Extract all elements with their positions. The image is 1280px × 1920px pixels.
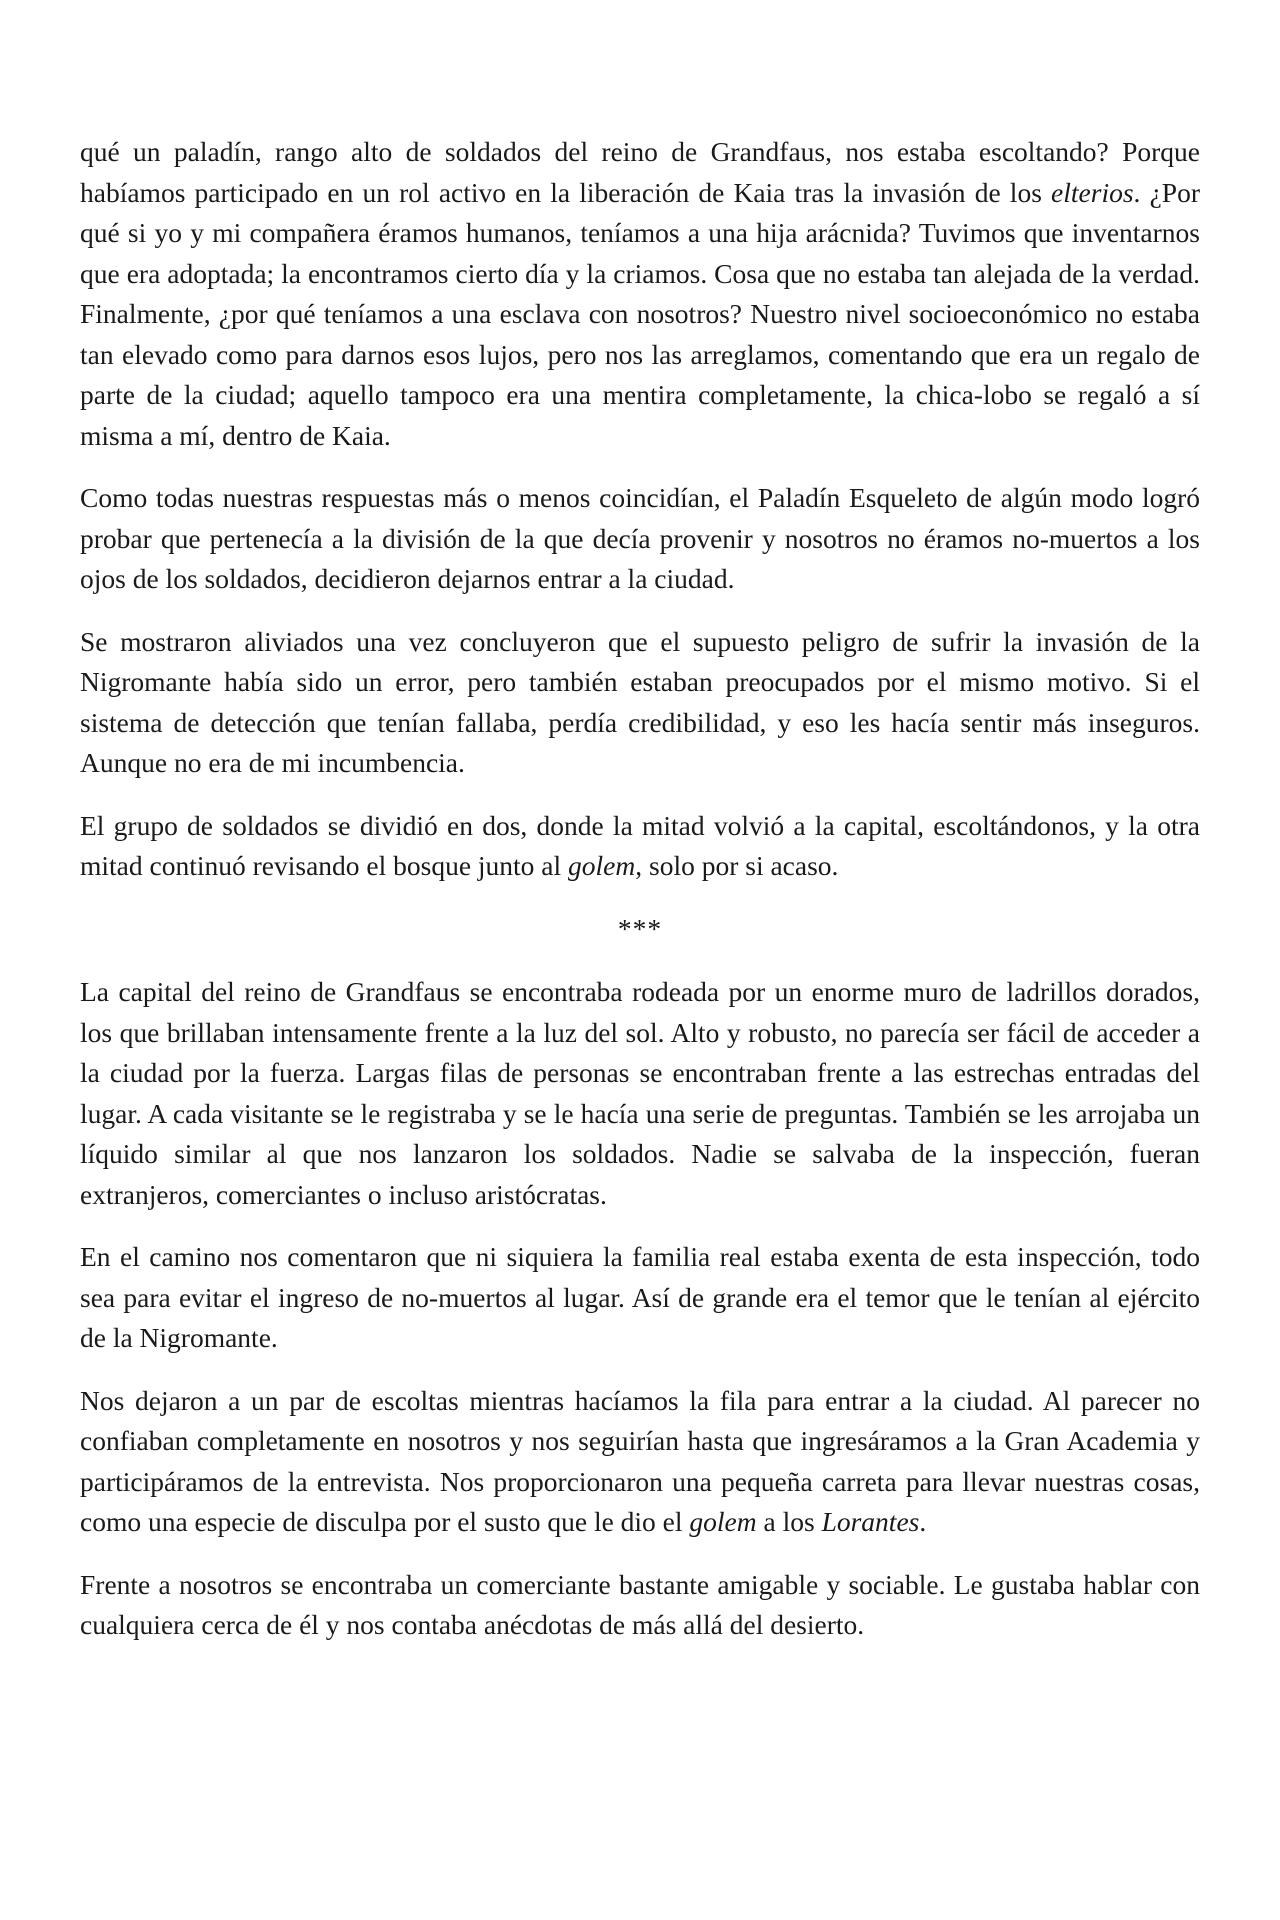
italic-text-run: Lorantes [821,1506,920,1537]
body-text-before [80,132,1200,887]
text-run: a los [756,1506,822,1537]
paragraph [80,132,1200,456]
paragraph [80,806,1200,887]
paragraph [80,478,1200,600]
text-run: . [919,1506,927,1537]
paragraph [80,622,1200,784]
text-run: Como todas nuestras respuestas más o menos coincidían, el Paladín Esqueleto de algún modo logró probar que pertenecía a la división de la que decía provenir y nosotros no éramos no-muertos a los ojos de los soldados, decidieron dejarnos entrar a la ciudad. [80,482,1200,594]
body-text-after [80,972,1200,1646]
paragraph [80,1237,1200,1359]
paragraph [80,1381,1200,1543]
text-run: Nos dejaron a un par de escoltas mientras hacíamos la fila para entrar a la ciudad. Al parecer no confiaban completamente en nosotros y nos seguirían hasta que ingresáramos a la Gran Academia y participáramos de la entrevista. Nos proporcionaron una pequeña carreta para llevar nuestras cosas, como una especie de disculpa por el susto que le dio el [80,1384,1200,1537]
italic-text-run: elterios [1051,176,1134,208]
section-separator: *** [617,912,663,944]
text-run: Se mostraron aliviados una vez concluyeron que el supuesto peligro de sufrir la invasión de la Nigromante había sido un error, pero también estaban preocupados por el mismo motivo. Si el sistema de detección que tenían fallaba, perdía credibilidad, y eso les hacía sentir más inseguros. Aunque no era de mi incumbencia. [80,625,1200,778]
text-run: . ¿Por qué si yo y mi compañera éramos humanos, teníamos a una hija arácnida? Tuvimos que inventarnos que era adoptada; la encontramos cierto día y la criamos. Cosa que no estaba tan alejada de la verdad. Finalmente, ¿por qué teníamos a una esclava con nosotros? Nuestro nivel socioeconómico no estaba tan elevado como para darnos esos lujos, pero nos las arreglamos, comentando que era un regalo de parte de la ciudad; aquello tampoco era una mentira completamente, la chica-lobo se regaló a sí misma a mí, dentro de Kaia. [80,176,1200,451]
paragraph [80,1565,1200,1646]
text-run: Frente a nosotros se encontraba un comerciante bastante amigable y sociable. Le gustaba hablar con cualquiera cerca de él y nos contaba anécdotas de más allá del desierto. [80,1568,1200,1640]
document-page [80,132,1200,1668]
text-run: En el camino nos comentaron que ni siquiera la familia real estaba exenta de esta inspección, todo sea para evitar el ingreso de no-muertos al lugar. Así de grande era el temor que le tenían al ejército de la Nigromante. [80,1241,1200,1353]
italic-text-run: golem [568,850,636,881]
text-run: La capital del reino de Grandfaus se encontraba rodeada por un enorme muro de ladrillos dorados, los que brillaban intensamente frente a la luz del sol. Alto y robusto, no parecía ser fácil de acceder a la ciudad por la fuerza. Largas filas de personas se encontraban frente a las estrechas entradas del lugar. A cada visitante se le registraba y se le hacía una serie de preguntas. También se les arrojaba un líquido similar al que nos lanzaron los soldados. Nadie se salvaba de la inspección, fueran extranjeros, comerciantes o incluso aristócratas. [80,976,1200,1210]
text-run: qué un paladín, rango alto de soldados del reino de Grandfaus, nos estaba escoltando? Porque habíamos participado en un rol activo en la liberación de Kaia tras la invasión de los [80,136,1200,208]
paragraph [80,972,1200,1215]
text-run: , solo por si acaso. [635,850,839,881]
text-run: El grupo de soldados se dividió en dos, donde la mitad volvió a la capital, escoltándonos, y la otra mitad continuó revisando el bosque junto al [80,809,1200,881]
italic-text-run: golem [689,1506,757,1537]
